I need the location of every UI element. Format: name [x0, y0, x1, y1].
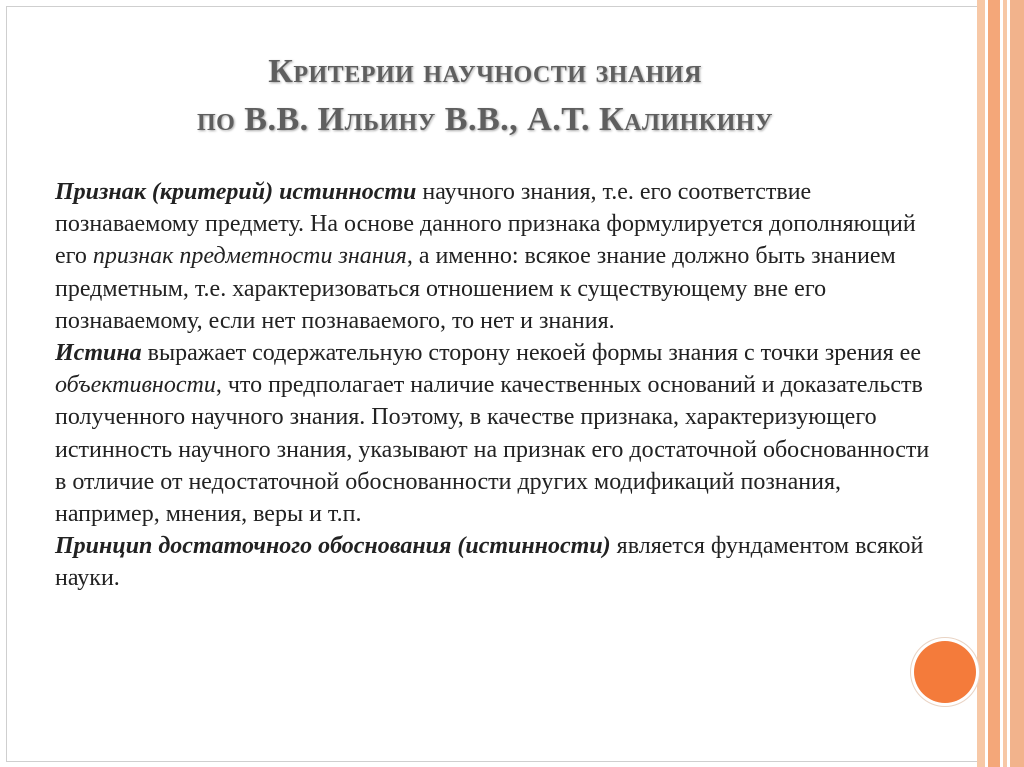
slide-title	[60, 48, 910, 144]
paragraph-text: является фундаментом всякой науки.	[55, 533, 924, 592]
paragraph-text: выражает содержательную сторону некоей формы знания с точки зрения ее	[141, 340, 921, 367]
term-objectivity: объективности	[55, 372, 216, 399]
decorative-stripe	[988, 0, 1000, 767]
slide-body	[55, 176, 935, 595]
slide-title-line-2: по В.В. Ильину В.В., А.Т. Калинкину	[196, 101, 774, 138]
decorative-stripe	[977, 0, 985, 767]
term-objectness: признак предметности знания	[92, 243, 407, 270]
paragraph-truth-criterion	[55, 176, 935, 337]
decorative-stripe	[1003, 0, 1007, 767]
term-truth-criterion: Признак (критерий) истинности	[55, 179, 417, 205]
paragraph-text: , а именно: всякое знание должно быть знанием предметным, т.е. характеризоваться отношением к существующему вне его познаваемому, если нет познаваемого, то нет и знания.	[55, 243, 896, 334]
paragraph-text: научного знания, т.е. его соответствие познаваемому предмету. На основе данного признака формулируется дополняющий его	[55, 179, 916, 270]
term-sufficient-reason: Принцип достаточного обоснования (истинности)	[55, 533, 611, 560]
slide-title-line-1: Критерии научности знания	[268, 53, 702, 90]
paragraph-principle	[55, 530, 935, 594]
term-truth: Истина	[55, 340, 142, 367]
decorative-circle	[914, 641, 976, 703]
paragraph-text: , что предполагает наличие качественных оснований и доказательств полученного научного знания. Поэтому, в качестве признака, характеризующего истинность научного знания, указывают на признак его достаточной обоснованности в отличие от недостаточной обоснованности других модификаций познания, например, мнения, веры и т.п.	[55, 372, 930, 528]
paragraph-truth	[55, 337, 935, 530]
decorative-stripe	[1010, 0, 1024, 767]
